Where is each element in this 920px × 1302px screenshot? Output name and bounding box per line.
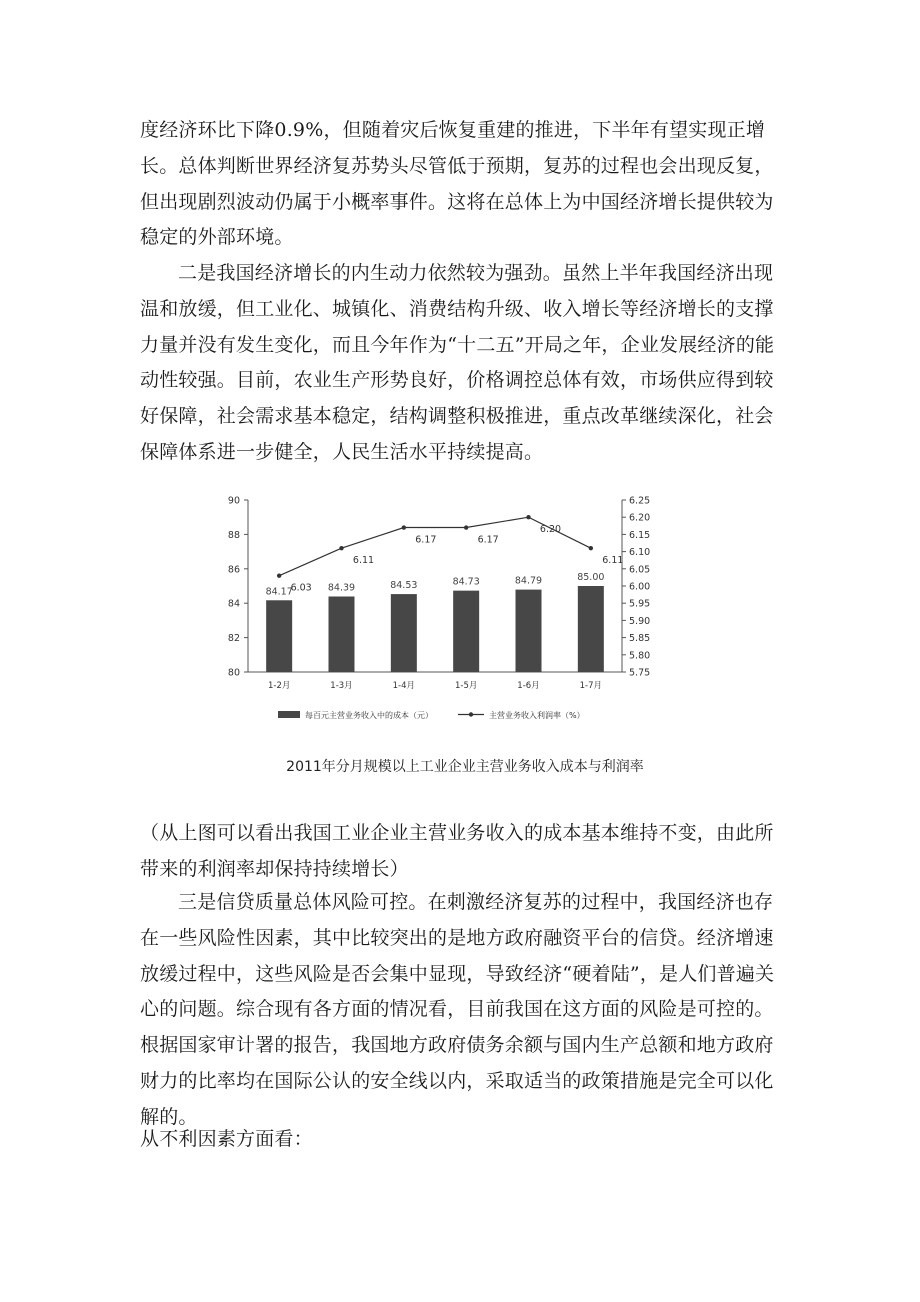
line-point — [526, 515, 530, 519]
cost-profit-chart — [210, 488, 660, 728]
bar-value-label: 84.17 — [265, 586, 293, 598]
bar-cost — [516, 590, 542, 672]
x-tick-label: 1-2月 — [267, 681, 291, 691]
legend-line-marker — [469, 712, 473, 716]
chart-svg — [210, 488, 660, 728]
legend-bar-swatch — [278, 711, 300, 718]
y-right-tick-label: 6.20 — [629, 512, 651, 524]
paragraph-world-economy: 度经济环比下降0.9%，但随着灾后恢复重建的推进，下半年有望实现正增长。总体判断世界经济复苏势头尽管低于预期，复苏的过程也会出现反复，但出现剧烈波动仍属于小概率事件。这将在总体上为中国经济增长提供较为稳定的外部环境。 — [140, 119, 774, 249]
y-left-tick-label: 84 — [227, 598, 240, 610]
y-right-tick-label: 6.00 — [629, 581, 651, 593]
y-right-tick-label: 6.25 — [629, 495, 651, 507]
x-tick-label: 1-7月 — [579, 681, 603, 691]
x-tick-label: 1-6月 — [517, 681, 540, 691]
paragraph-domestic-growth: 二是我国经济增长的内生动力依然较为强劲。虽然上半年我国经济出现温和放缓，但工业化、城镇化、消费结构升级、收入增长等经济增长的支撑力量并没有发生变化，而且今年作为“十二五”开局之年，企业发展经济的能动性较强。目前，农业生产形势良好，价格调控总体有效，市场供应得到较好保障，社会需求基本稳定，结构调整积极推进，重点改革继续深化，社会保障体系进一步健全，人民生活水平持续提高。 — [140, 262, 775, 463]
chart-caption: 2011年分月规模以上工业企业主营业务收入成本与利润率 — [286, 759, 644, 775]
bar-cost — [266, 600, 292, 672]
y-right-tick-label: 5.90 — [629, 615, 651, 627]
bar-cost — [453, 591, 479, 672]
bar-value-label: 84.73 — [452, 576, 480, 588]
y-left-tick-label: 82 — [227, 633, 240, 645]
y-left-tick-label: 86 — [227, 564, 240, 576]
bar-cost — [391, 594, 417, 672]
y-right-tick-label: 5.85 — [629, 633, 651, 645]
bar-value-label: 84.39 — [327, 582, 356, 594]
y-right-tick-label: 6.05 — [629, 564, 651, 576]
line-point — [589, 546, 593, 550]
line-value-label: 6.17 — [477, 534, 499, 546]
line-value-label: 6.03 — [290, 582, 312, 594]
line-point — [464, 525, 468, 529]
y-left-tick-label: 80 — [227, 667, 240, 679]
line-point — [277, 573, 281, 577]
paragraph-chart-note: （从上图可以看出我国工业企业主营业务收入的成本基本维持不变，由此所带来的利润率却保持持续增长） — [140, 822, 774, 880]
bar-value-label: 84.79 — [514, 575, 543, 587]
x-tick-label: 1-4月 — [392, 681, 416, 691]
line-value-label: 6.11 — [602, 555, 624, 567]
bar-cost — [578, 586, 604, 672]
y-right-tick-label: 6.15 — [629, 529, 651, 541]
line-point — [339, 546, 343, 550]
line-value-label: 6.20 — [539, 524, 562, 536]
line-value-label: 6.17 — [415, 534, 437, 546]
bar-cost — [329, 596, 355, 672]
paragraph-unfavorable-heading: 从不利因素方面看： — [140, 1128, 313, 1150]
legend-bar-label: 每百元主营业务收入中的成本（元） — [305, 711, 433, 720]
y-right-tick-label: 5.80 — [629, 650, 651, 662]
paragraph-credit-risk: 三是信贷质量总体风险可控。在刺激经济复苏的过程中，我国经济也存在一些风险性因素，其中比较突出的是地方政府融资平台的信贷。经济增速放缓过程中，这些风险是否会集中显现，导致经济“硬着陆”，是人们普遍关心的问题。综合现有各方面的情况看，目前我国在这方面的风险是可控的。根据国家审计署的报告，我国地方政府债务余额与国内生产总额和地方政府财力的比率均在国际公认的安全线以内，采取适当的政策措施是完全可以化解的。 — [140, 891, 775, 1128]
bar-value-label: 85.00 — [577, 572, 605, 583]
line-value-label: 6.11 — [352, 555, 375, 567]
x-tick-label: 1-5月 — [454, 681, 478, 691]
bar-value-label: 84.53 — [390, 580, 418, 592]
y-right-tick-label: 5.95 — [629, 598, 651, 610]
y-left-tick-label: 90 — [227, 495, 240, 507]
x-tick-label: 1-3月 — [330, 681, 353, 691]
y-right-tick-label: 6.10 — [629, 547, 651, 559]
line-point — [402, 525, 406, 529]
y-right-tick-label: 5.75 — [629, 667, 651, 679]
legend-line-label: 主营业务收入利润率（%） — [489, 711, 585, 720]
y-left-tick-label: 88 — [227, 529, 240, 541]
